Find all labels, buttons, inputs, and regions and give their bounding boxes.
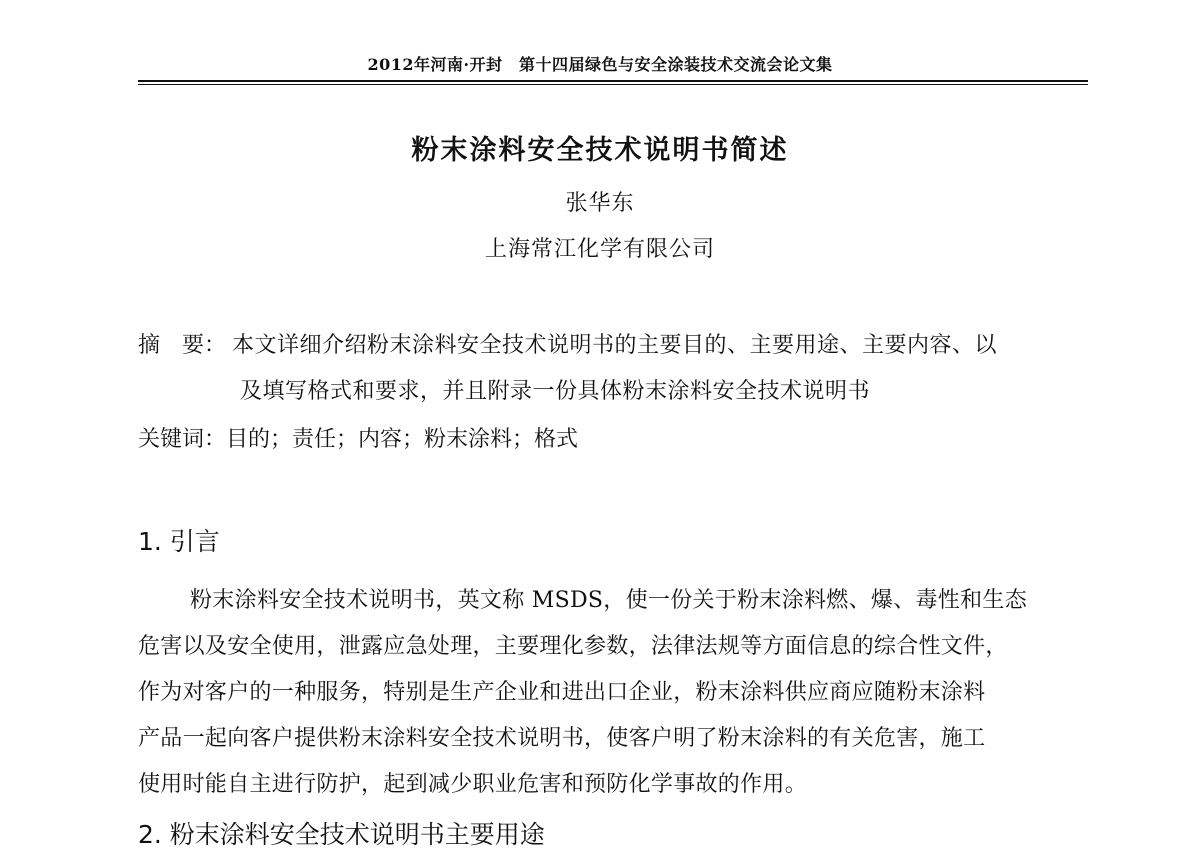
paragraph-line: 粉末涂料安全技术说明书，英文称 MSDS，使一份关于粉末涂料燃、爆、毒性和生态 bbox=[190, 588, 1028, 613]
section-1-heading: 1. 引言 bbox=[138, 527, 220, 556]
paper-title: 粉末涂料安全技术说明书简述 bbox=[411, 135, 789, 166]
abstract-label: 摘 要： bbox=[138, 333, 227, 358]
keywords: 关键词：目的；责任；内容；粉末涂料；格式 bbox=[138, 427, 579, 452]
header-rule-thin bbox=[138, 84, 1088, 85]
header-rule bbox=[138, 80, 1088, 82]
paragraph-line: 危害以及安全使用，泄露应急处理，主要理化参数，法律法规等方面信息的综合性文件， bbox=[138, 634, 1008, 659]
paragraph-line: 使用时能自主进行防护，起到减少职业危害和预防化学事故的作用。 bbox=[138, 772, 808, 797]
abstract-line-2: 及填写格式和要求，并且附录一份具体粉末涂料安全技术说明书 bbox=[240, 379, 871, 404]
author: 张华东 bbox=[565, 191, 635, 216]
paragraph-line: 作为对客户的一种服务，特别是生产企业和进出口企业，粉末涂料供应商应随粉末涂料 bbox=[138, 680, 986, 705]
running-header: 2012年河南·开封 第十四届绿色与安全涂装技术交流会论文集 bbox=[367, 55, 833, 74]
abstract-line-1: 本文详细介绍粉末涂料安全技术说明书的主要目的、主要用途、主要内容、以 bbox=[232, 333, 998, 358]
section-2-heading: 2. 粉末涂料安全技术说明书主要用途 bbox=[138, 820, 545, 849]
paragraph-line: 产品一起向客户提供粉末涂料安全技术说明书，使客户明了粉末涂料的有关危害，施工 bbox=[138, 726, 986, 751]
affiliation: 上海常江化学有限公司 bbox=[484, 237, 715, 262]
section-1-paragraph bbox=[138, 578, 1088, 808]
